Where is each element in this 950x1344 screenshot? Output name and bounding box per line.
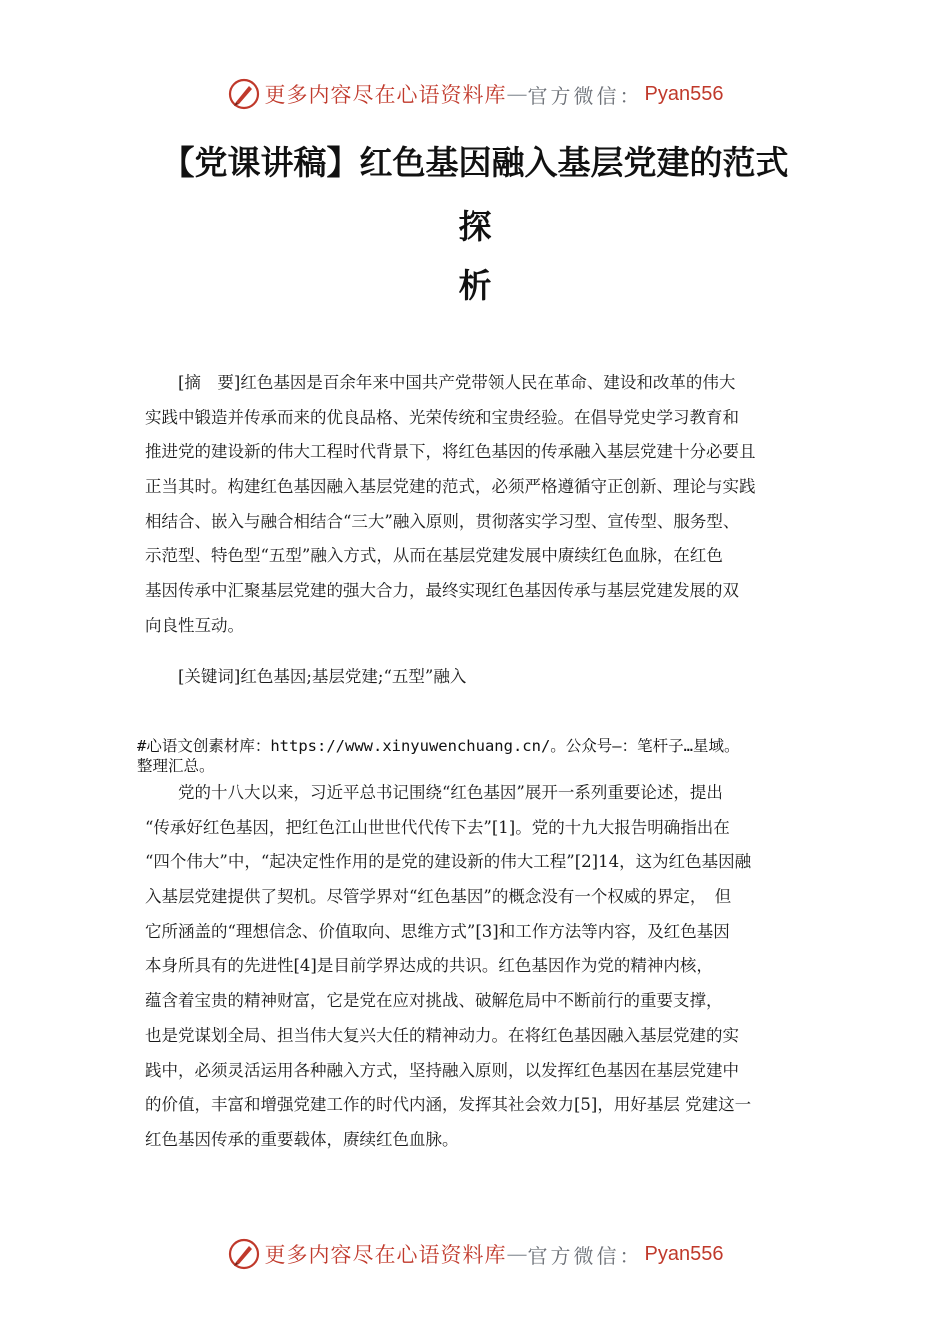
abstract-line: 推进党的建设新的伟大工程时代背景下，将红色基因的传承融入基层党建十分必要且: [145, 442, 756, 462]
keywords-line: [关键词]红色基因;基层党建;“五型”融入: [178, 667, 467, 686]
body-line: 它所涵盖的“理想信念、价值取向、思维方式”[3]和工作方法等内容，及红色基因: [145, 921, 730, 941]
body-line: 的价值，丰富和增强党建工作的时代内涵，发挥其社会效力[5]，用好基层 党建这一: [145, 1095, 752, 1115]
header-banner: [0, 72, 950, 116]
keywords-section: [145, 660, 825, 695]
abstract-line: 实践中锻造并传承而来的优良品格、光荣传统和宝贵经验。在倡导党史学习教育和: [145, 407, 739, 427]
body-line: 入基层党建提供了契机。尽管学界对“红色基因”的概念没有一个权威的界定， 但: [145, 887, 732, 907]
abstract-line: 向良性互动。: [145, 615, 244, 635]
body-line: “传承好红色基因，把红色江山世世代代传下去”[1]。党的十九大报告明确指出在: [145, 817, 730, 837]
banner-account: Pyan556: [644, 1242, 724, 1265]
abstract-line: 相结合、嵌入与融合相结合“三大”融入原则，贯彻落实学习型、宣传型、服务型、: [145, 511, 740, 531]
body-line: 红色基因传承的重要载体，赓续红色血脉。: [145, 1129, 459, 1149]
banner-separator: —: [506, 82, 528, 106]
abstract-line: [摘 要]红色基因是百余年来中国共产党带领人民在革命、建设和改革的伟大: [178, 373, 736, 392]
abstract-section: [145, 366, 825, 644]
document-title-line-1: 【党课讲稿】红色基因融入基层党建的范式: [161, 143, 789, 182]
banner-label: 官方微信：: [527, 83, 643, 108]
body-section: [145, 776, 825, 1158]
source-note-line-1: #心语文创素材库：https://www.xinyuwenchuang.cn/。公众号—：笔杆子…星域。: [137, 737, 740, 755]
document-title-line-3: 析: [458, 266, 492, 305]
banner-main-text: 更多内容尽在心语资料库: [264, 83, 507, 107]
body-line: 践中，必须灵活运用各种融入方式，坚持融入原则，以发挥红色基因在基层党建中: [145, 1060, 739, 1080]
pen-logo-icon: [227, 1237, 261, 1271]
body-line: “四个伟大”中，“起决定性作用的是党的建设新的伟大工程”[2]14，这为红色基因融: [145, 852, 752, 872]
body-line: 也是党谋划全局、担当伟大复兴大任的精神动力。在将红色基因融入基层党建的实: [145, 1025, 739, 1045]
source-note-line-2: 整理汇总。: [137, 757, 215, 775]
abstract-line: 基因传承中汇聚基层党建的强大合力，最终实现红色基因传承与基层党建发展的双: [145, 581, 739, 601]
abstract-line: 示范型、特色型“五型”融入方式，从而在基层党建发展中赓续红色血脉，在红色: [145, 546, 723, 566]
source-note: [137, 736, 857, 776]
banner-separator: —: [506, 1242, 528, 1266]
pen-logo-icon: [227, 77, 261, 111]
body-line: 蕴含着宝贵的精神财富，它是党在应对挑战、破解危局中不断前行的重要支撑，: [145, 991, 723, 1011]
footer-banner: [0, 1232, 950, 1276]
banner-label: 官方微信：: [527, 1243, 643, 1268]
document-title-line-2: 探: [458, 207, 492, 246]
banner-account: Pyan556: [644, 82, 724, 105]
body-line: 党的十八大以来，习近平总书记围绕“红色基因”展开一系列重要论述，提出: [178, 783, 723, 802]
abstract-line: 正当其时。构建红色基因融入基层党建的范式，必须严格遵循守正创新、理论与实践: [145, 477, 756, 497]
body-line: 本身所具有的先进性[4]是目前学界达成的共识。红色基因作为党的精神内核，: [145, 956, 713, 976]
banner-main-text: 更多内容尽在心语资料库: [264, 1243, 507, 1267]
